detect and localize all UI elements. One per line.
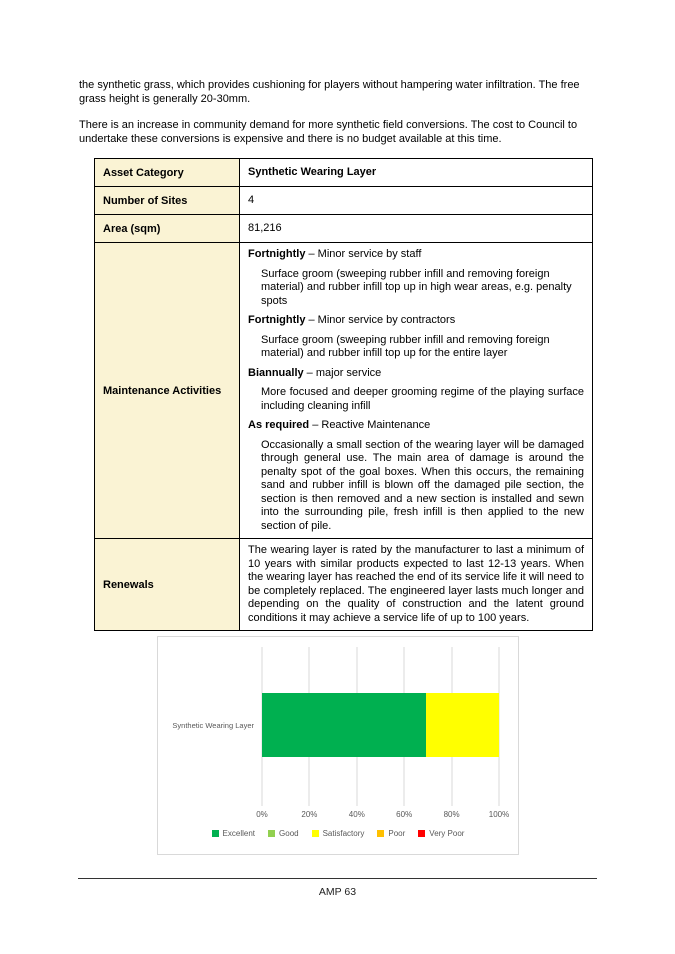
legend-swatch-icon <box>268 830 275 837</box>
legend-item <box>418 829 464 838</box>
chart-plot-area <box>262 647 499 806</box>
row-label-maintenance-activities: Maintenance Activities <box>95 243 240 539</box>
maintenance-heading <box>248 314 584 328</box>
footer-divider <box>78 878 597 879</box>
maintenance-service-type: – Minor service by staff <box>305 248 422 260</box>
axis-tick-label: 0% <box>256 810 268 819</box>
axis-tick-label: 40% <box>348 810 365 819</box>
maintenance-service-type: – Reactive Maintenance <box>309 419 431 431</box>
legend-item <box>377 829 405 838</box>
row-label-renewals: Renewals <box>95 539 240 631</box>
maintenance-frequency: Fortnightly <box>248 248 306 260</box>
maintenance-heading <box>248 419 584 433</box>
legend-label: Excellent <box>222 829 256 838</box>
bar-synthetic-wearing-layer <box>262 693 499 757</box>
legend-item <box>212 829 255 838</box>
chart-category-label: Synthetic Wearing Layer <box>172 721 254 730</box>
maintenance-detail: Surface groom (sweeping rubber infill and removing foreign material) and rubber infill top up in high wear areas, e.g. penalty spots <box>261 267 572 307</box>
table-row-maintenance-activities <box>95 243 593 539</box>
maintenance-frequency: Biannually <box>248 366 304 379</box>
maintenance-heading <box>248 248 584 262</box>
legend-item <box>312 829 365 838</box>
maintenance-detail: Occasionally a small section of the wearing layer will be damaged through general use. The main area of damage is around the penalty spot of the goal boxes. When this occurs, the remaining sand and rubber infill is blown off the damaged pile section, the section is then removed and a new section is installed and sewn into the surrounding pile, fresh infill is then applied to the new section of pile. <box>261 438 584 532</box>
legend-label: Poor <box>388 829 406 838</box>
maintenance-frequency: As required <box>248 419 310 431</box>
row-value-maintenance-activities <box>240 243 593 539</box>
row-label-area: Area (sqm) <box>95 215 240 243</box>
axis-tick-label: 100% <box>488 810 510 819</box>
maintenance-heading <box>248 367 584 381</box>
row-value-area: 81,216 <box>240 215 593 243</box>
intro-paragraph-1: the synthetic grass, which provides cushioning for players without hampering water infiltration. The free grass height is generally 20-30mm. <box>79 79 580 105</box>
row-value-renewals: The wearing layer is rated by the manufacturer to last a minimum of 10 years with similar products expected to last 12-13 years. When the wearing layer has reached the end of its service life it will need to be completely replaced. The engineered layer lasts much longer and depending on the quality of construction and the latent ground conditions it may achieve a service life of up to 100 years. <box>240 539 593 631</box>
legend-label: Good <box>279 829 299 838</box>
legend-item <box>268 829 299 838</box>
table-row-number-of-sites <box>95 187 593 215</box>
bar-segment-excellent <box>262 693 426 757</box>
legend-swatch-icon <box>377 830 384 837</box>
row-label-number-of-sites: Number of Sites <box>95 187 240 215</box>
page-number: AMP 63 <box>318 886 357 898</box>
maintenance-frequency: Fortnightly <box>248 314 306 326</box>
intro-paragraph-2: There is an increase in community demand for more synthetic field conversions. The cost to Council to undertake these conversions is expensive and there is no budget available at this time. <box>79 119 578 145</box>
bar-segment-satisfactory <box>426 693 499 757</box>
maintenance-service-type: – Minor service by contractors <box>305 314 456 326</box>
legend-label: Satisfactory <box>322 829 365 838</box>
table-row-area <box>95 215 593 243</box>
legend-label: Very Poor <box>429 829 465 838</box>
maintenance-service-type: – major service <box>303 366 382 379</box>
row-value-number-of-sites: 4 <box>240 187 593 215</box>
chart-legend <box>158 829 518 838</box>
legend-swatch-icon <box>212 830 219 837</box>
condition-chart <box>157 636 519 855</box>
maintenance-detail: Surface groom (sweeping rubber infill and removing foreign material) and rubber infill top up for the entire layer <box>261 333 550 359</box>
asset-category-table <box>94 158 593 631</box>
axis-tick-label: 20% <box>301 810 318 819</box>
legend-swatch-icon <box>418 830 425 837</box>
maintenance-detail: More focused and deeper grooming regime of the playing surface including cleaning infill <box>261 386 584 412</box>
axis-tick-label: 60% <box>396 810 413 819</box>
table-row-renewals <box>95 539 593 631</box>
axis-tick-label: 80% <box>443 810 460 819</box>
row-value-asset-category: Synthetic Wearing Layer <box>240 159 593 187</box>
legend-swatch-icon <box>312 830 319 837</box>
row-label-asset-category: Asset Category <box>95 159 240 187</box>
table-row-asset-category <box>95 159 593 187</box>
chart-x-axis <box>256 810 510 822</box>
